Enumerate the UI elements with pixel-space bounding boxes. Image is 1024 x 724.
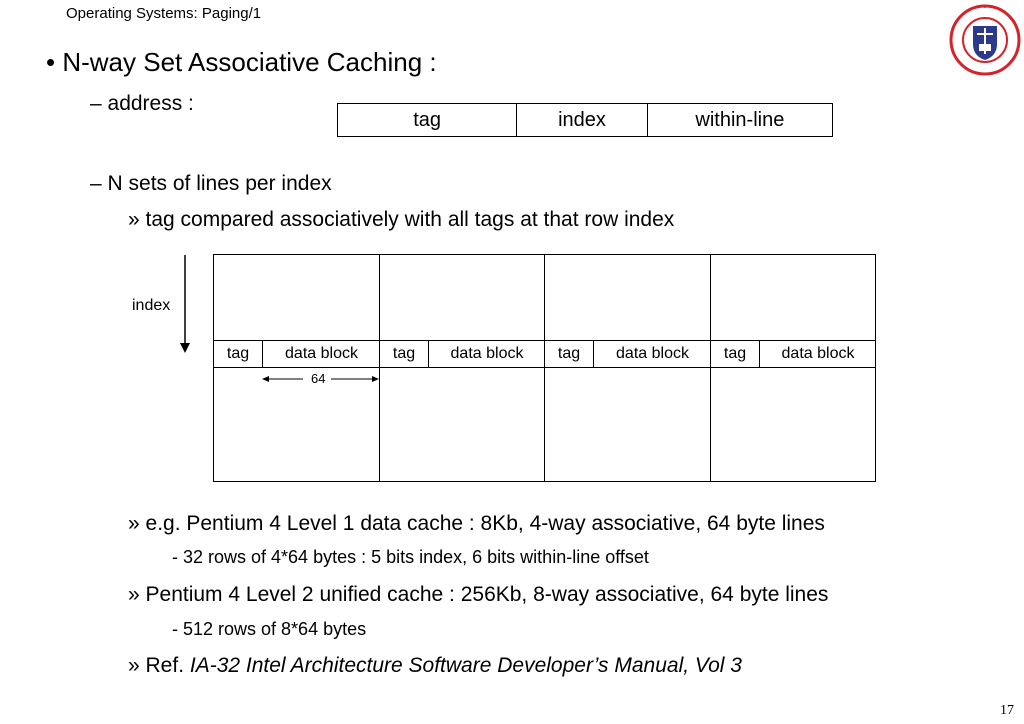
way2-tag: tag: [392, 345, 416, 362]
address-tag-field: tag: [338, 104, 517, 136]
bullet-address: – address :: [90, 92, 194, 115]
cache-way-3: [545, 255, 711, 481]
bullet-ref: [128, 654, 742, 678]
bullet-tag-compare: » tag compared associatively with all tags at that row index: [128, 208, 675, 231]
ref-prefix: » Ref.: [128, 654, 190, 677]
bullet-nsets: – N sets of lines per index: [90, 172, 332, 195]
index-arrow: [178, 255, 192, 355]
way1-tag: tag: [226, 345, 250, 362]
bullet-eg-l1-sub: - 32 rows of 4*64 bytes : 5 bits index, 6 bits within-line offset: [172, 547, 649, 567]
address-index-field: index: [517, 104, 647, 136]
bullet-main: • N-way Set Associative Caching :: [46, 47, 437, 77]
bullet-eg-l1: » e.g. Pentium 4 Level 1 data cache : 8Kb, 4-way associative, 64 byte lines: [128, 512, 825, 535]
slide-header: Operating Systems: Paging/1: [66, 5, 262, 22]
address-within-line-field: within-line: [695, 108, 785, 131]
page-number: 17: [1000, 703, 1014, 718]
way2-data-block: data block: [450, 345, 524, 362]
way3-tag: tag: [557, 345, 581, 362]
cache-way-2: [380, 255, 545, 481]
way3-data-block: data block: [616, 345, 689, 362]
university-crest-logo: [949, 4, 1021, 76]
way4-tag: tag: [723, 345, 747, 362]
bullet-l2-sub: - 512 rows of 8*64 bytes: [172, 619, 367, 639]
way1-data-block: data block: [285, 345, 358, 362]
address-format: [337, 103, 833, 137]
index-axis-label: index: [132, 297, 171, 314]
bullet-l2: » Pentium 4 Level 2 unified cache : 256Kb, 8-way associative, 64 byte lines: [128, 583, 829, 606]
way4-data-block: data block: [781, 345, 855, 362]
cache-way-1: [214, 255, 380, 481]
cache-table: [213, 254, 876, 482]
line-size-label: 64: [311, 371, 326, 386]
ref-title: IA-32 Intel Architecture Software Developer’s Manual, Vol 3: [189, 654, 742, 677]
